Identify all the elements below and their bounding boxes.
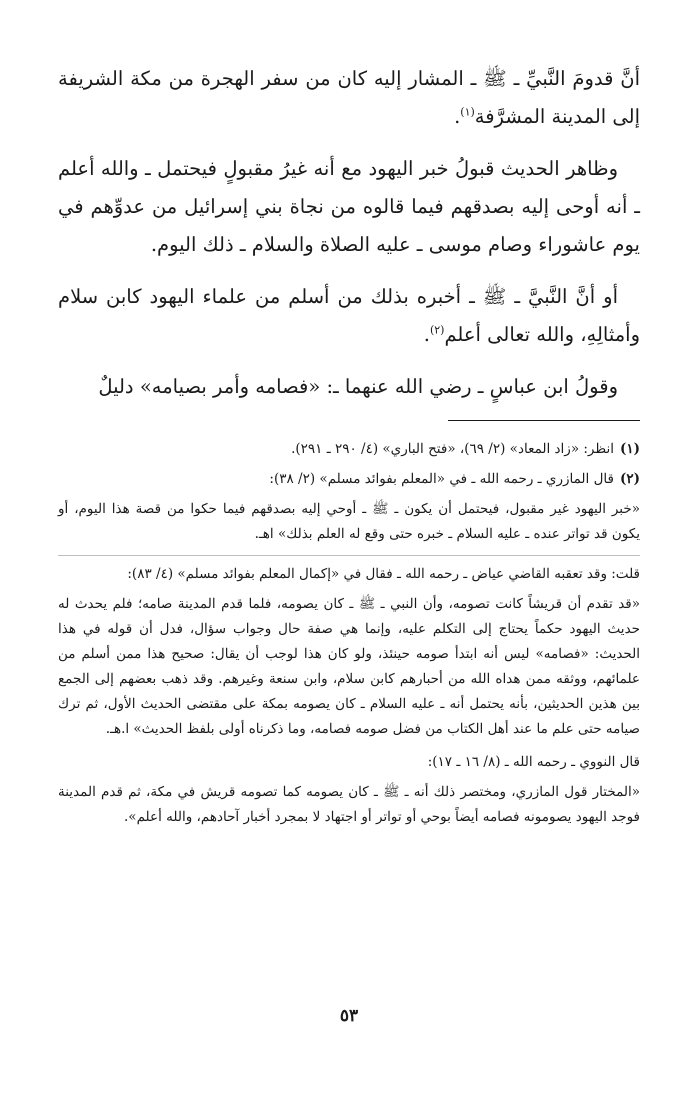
paragraph-3 bbox=[58, 278, 640, 354]
footnote-2 bbox=[58, 467, 640, 492]
paragraph-4: وقولُ ابن عباسٍ ـ رضي الله عنهما ـ: «فصامه وأمر بصيامه» دليلٌ bbox=[98, 375, 618, 398]
footnote-divider bbox=[448, 420, 640, 421]
quote-mazari: «خبر اليهود غير مقبول، فيحتمل أن يكون ـ ﷺ ـ أوحي إليه بصدقهم فيما حكوا من قصة هذا اليوم، أو يكون قد تواتر عنده ـ عليه السلام ـ خبره حتى وقع له العلم بذلك» اهـ. bbox=[58, 501, 640, 542]
paragraph-2: وظاهر الحديث قبولُ خبر اليهود مع أنه غيرُ مقبولٍ فيحتمل ـ والله أعلم ـ أنه أوحى إليه بصدقهم فيما قالوه من نجاة بني إسرائيل من عدوِّهم في يوم عاشوراء وصام موسى ـ عليه الصلاة والسلام ـ ذلك اليوم. bbox=[58, 157, 640, 256]
comment-nawawi: قال النووي ـ رحمه الله ـ (٨/ ١٦ ـ ١٧): bbox=[427, 754, 640, 770]
footnote-1-number: (١) bbox=[619, 441, 640, 457]
footnote-2-text: قال المازري ـ رحمه الله ـ في «المعلم بفوائد مسلم» (٢/ ٣٨): bbox=[269, 471, 614, 487]
footnote-2-number: (٢) bbox=[619, 471, 640, 487]
paragraph-3-text: أو أنَّ النَّبيَّ ـ ﷺ ـ أخبره بذلك من أسلم من علماء اليهود كابن سلام وأمثالِهِ، والله تعالى أعلم bbox=[58, 285, 640, 346]
comment-iyad: قلت: وقد تعقبه القاضي عياض ـ رحمه الله ـ فقال في «إكمال المعلم بفوائد مسلم» (٤/ ٨٣): bbox=[127, 566, 640, 582]
separator-1 bbox=[58, 555, 640, 556]
page-number: ٥٣ bbox=[339, 1006, 359, 1026]
footnote-1-text: انظر: «زاد المعاد» (٢/ ٦٩)، «فتح الباري» (٤/ ٢٩٠ ـ ٢٩١). bbox=[291, 441, 614, 457]
footnote-ref-1[interactable]: (١) bbox=[460, 105, 475, 119]
document-page bbox=[58, 60, 640, 838]
paragraph-1-end: . bbox=[454, 105, 461, 128]
footnote-ref-2[interactable]: (٢) bbox=[429, 323, 445, 337]
quote-nawawi: «المختار قول المازري، ومختصر ذلك أنه ـ ﷺ ـ كان يصومه كما تصومه قريش في مكة، ثم قدم المدينة فوجد اليهود يصومونه فصامه أيضاً بوحي أو تواتر أو اجتهاد لا بمجرد أخبار آحادهم، والله أعلم». bbox=[58, 784, 640, 825]
footnotes bbox=[58, 437, 640, 830]
quote-iyad: «قد تقدم أن قريشاً كانت تصومه، وأن النبي ـ ﷺ ـ كان يصومه، فلما قدم المدينة صامه؛ فلم يحدث له حديث اليهود حكماً يحتاج إلى التكلم عليه، وإنما هي صفة حال وجواب سؤال، فدل أن قوله في هذا الحديث: «فصامه» ليس أنه ابتدأ صومه حينئذ، ولو كان هذا لوجب أن يقال: صحيح هذا ممن أسلم من علمائهم، ووثقه ممن هداه الله من أحبارهم كابن سلام، وابن سنعة وغيرهم. وقد ذهب بعضهم إلى الجمع بين هذين الحديثين، بأنه يحتمل أنه ـ عليه السلام ـ كان يصومه بمكة على مقتضى الحديث الأول، ثم ترك صيامه حتى علم ما عند أهل الكتاب من فضل صومه فصامه، وما ذكرناه أولى بلفظ الحديث» ا.هـ. bbox=[58, 596, 640, 737]
footnote-1 bbox=[58, 437, 640, 462]
paragraph-1 bbox=[58, 60, 640, 136]
main-text bbox=[58, 60, 640, 406]
paragraph-3-end: . bbox=[423, 323, 430, 346]
paragraph-1-text: أنَّ قدومَ النَّبيِّ ـ ﷺ ـ المشار إليه كان من سفر الهجرة من مكة الشريفة إلى المدينة المشرَّفة bbox=[58, 67, 640, 128]
